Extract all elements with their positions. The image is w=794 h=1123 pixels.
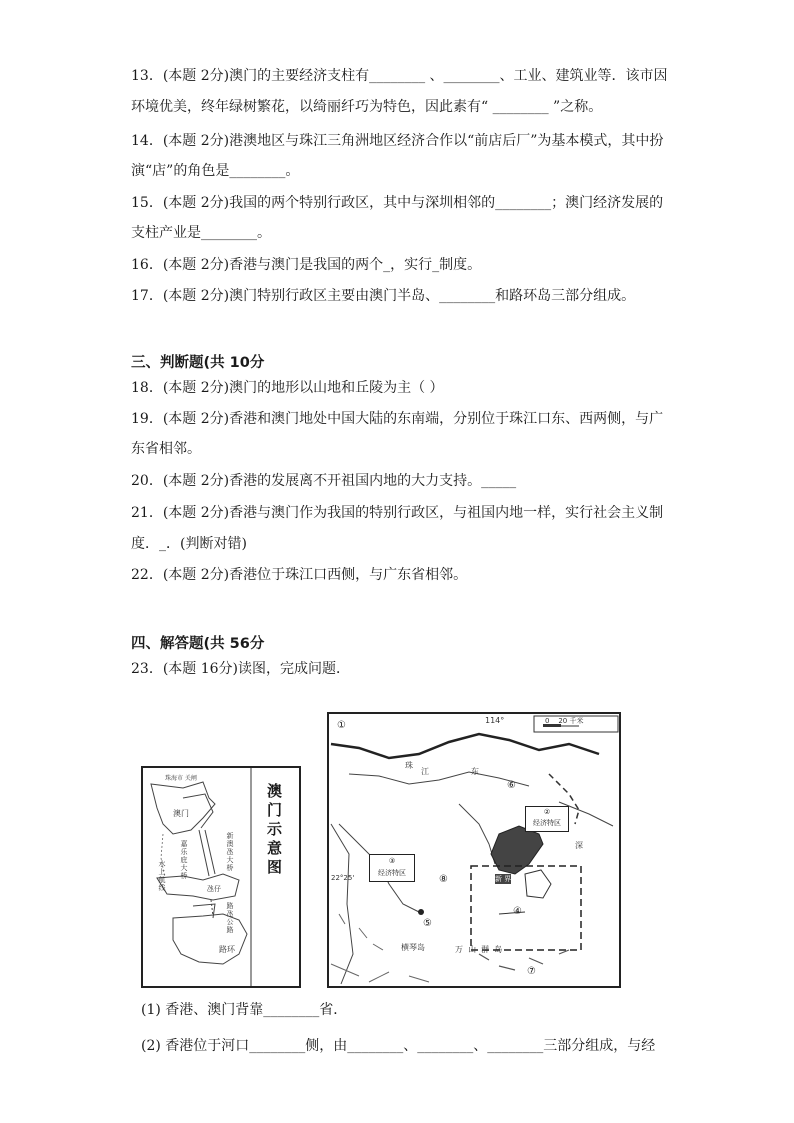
- marker-2: ②: [543, 808, 551, 816]
- road-label: 水上航线: [158, 860, 166, 892]
- q15-line1: 15．(本题 2分)我国的两个特别行政区，其中与深圳相邻的________；澳门经济发展的: [131, 195, 664, 211]
- macau-map-top-label: 珠海市 关闸: [165, 775, 197, 782]
- zone3-label: 经济特区: [378, 869, 406, 877]
- zone2-label: 经济特区: [533, 819, 561, 827]
- scale-bar-label: 0 20 千米: [545, 717, 584, 725]
- q22: 22．(本题 2分)香港位于珠江口西侧，与广东省相邻。: [131, 567, 468, 583]
- q23-sub2: (2) 香港位于河口________侧，由________、________、________三部分组成，与经: [141, 1038, 656, 1054]
- q17: 17．(本题 2分)澳门特别行政区主要由澳门半岛、________和路环岛三部分组成。: [131, 288, 636, 304]
- dong-label: 东: [471, 767, 479, 776]
- q19-line2: 东省相邻。: [131, 441, 201, 457]
- shenzhen-label: 深: [575, 841, 583, 850]
- section-4-heading: 四、解答题(共 56分: [131, 636, 265, 652]
- bridge1-label: 嘉乐庇大桥: [180, 840, 188, 880]
- pearl-river-delta-map: [327, 712, 621, 988]
- xinjie-label: 新 界: [495, 875, 512, 883]
- q23-sub1: (1) 香港、澳门背靠________省．: [141, 1002, 348, 1018]
- zone3-box: [369, 854, 415, 882]
- q13-line2: 环境优美，终年绿树繁花，以绮丽纤巧为特色，因此素有“ ________ ”之称。: [131, 99, 603, 115]
- bridge2-label: 新澳氹大桥: [226, 832, 234, 872]
- causeway-label: 路氹公路: [226, 902, 234, 934]
- macau-label: 澳门: [173, 809, 189, 818]
- marker-5: ⑤: [423, 918, 432, 929]
- latitude-label: 22°25': [331, 874, 355, 882]
- q14-line2: 演“店”的角色是________。: [131, 163, 300, 179]
- section-3-heading: 三、判断题(共 10分: [131, 355, 265, 371]
- macau-map: [141, 766, 301, 988]
- marker-7: ⑦: [527, 966, 536, 977]
- q18: 18．(本题 2分)澳门的地形以山地和丘陵为主（ ）: [131, 380, 444, 396]
- taipa-label: 氹仔: [207, 885, 221, 893]
- marker-1: ①: [337, 720, 346, 731]
- macau-map-title: 澳门示意图: [267, 782, 283, 876]
- q20: 20．(本题 2分)香港的发展离不开祖国内地的大力支持。_____: [131, 473, 517, 489]
- q16: 16．(本题 2分)香港与澳门是我国的两个_，实行_制度。: [131, 257, 482, 273]
- marker-6: ⑥: [507, 780, 516, 791]
- hengqin-label: 横琴岛: [401, 943, 425, 952]
- marker-4: ④: [513, 906, 522, 917]
- marker-3: ③: [388, 857, 396, 865]
- wanshan-label: 万 山 群 岛: [455, 945, 503, 954]
- q21-line2: 度．_．(判断对错): [131, 536, 247, 552]
- q21-line1: 21．(本题 2分)香港与澳门作为我国的特别行政区，与祖国内地一样，实行社会主义制: [131, 505, 664, 521]
- q19-line1: 19．(本题 2分)香港和澳门地处中国大陆的东南端，分别位于珠江口东、西两侧，与广: [131, 411, 664, 427]
- zhu-label: 珠: [405, 761, 413, 770]
- q23: 23．(本题 16分)读图，完成问题．: [131, 661, 351, 677]
- zone2-box: [525, 806, 569, 832]
- q15-line2: 支柱产业是________。: [131, 225, 271, 241]
- q14-line1: 14．(本题 2分)港澳地区与珠江三角洲地区经济合作以“前店后厂”为基本模式，其中扮: [131, 133, 664, 149]
- coloane-label: 路环: [219, 945, 235, 954]
- marker-8: ⑧: [439, 874, 448, 885]
- longitude-label: 114°: [485, 716, 505, 725]
- q13-line1: 13．(本题 2分)澳门的主要经济支柱有________ 、________、工业、建筑业等．该市因: [131, 68, 668, 84]
- jiang-label: 江: [421, 767, 429, 776]
